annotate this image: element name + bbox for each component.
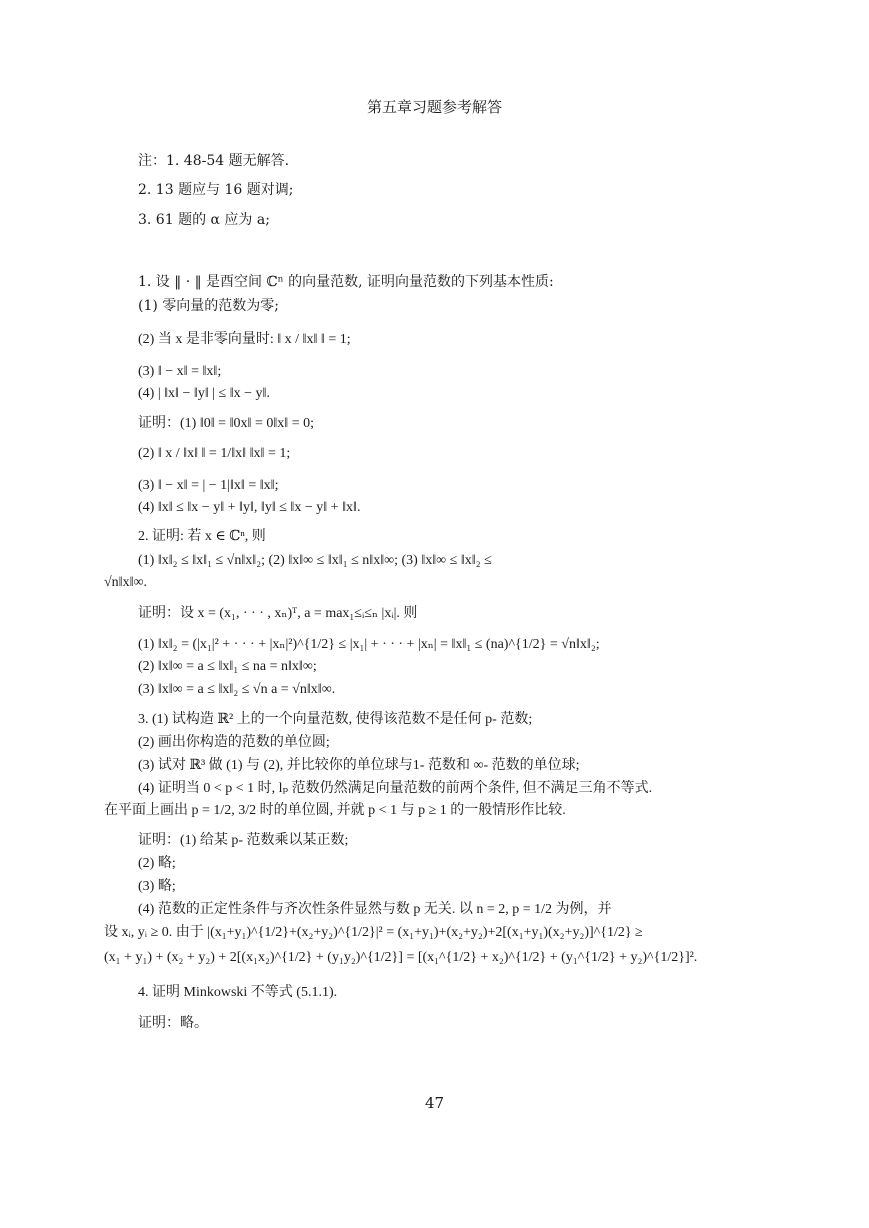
problem-1-proof-1: 证明：(1) ‖0‖ = ‖0x‖ = 0‖x‖ = 0; <box>138 416 314 431</box>
page-number: 47 <box>424 1094 445 1112</box>
problem-3-proof-1: 证明：(1) 给某 p- 范数乘以某正数; <box>138 833 349 848</box>
note-2: 2. 13 题应与 16 题对调; <box>138 182 294 198</box>
problem-3-statement: 3. (1) 试构造 ℝ² 上的一个向量范数, 使得该范数不是任何 p- 范数; <box>138 712 533 727</box>
problem-1-item-2: (2) 当 x 是非零向量时: ‖ x / ‖x‖ ‖ = 1; <box>138 332 351 347</box>
problem-3-item-4-cont: 在平面上画出 p = 1/2, 3/2 时的单位圆, 并就 p < 1 与 p ≥ 1 的一般情形作比较. <box>104 803 566 818</box>
problem-1-item-3: (3) ‖ − x‖ = ‖x‖; <box>138 364 222 379</box>
problem-3-proof-3: (3) 略; <box>138 879 176 894</box>
problem-2-statement: 2. 证明: 若 x ∈ ℂⁿ, 则 <box>138 529 266 544</box>
problem-1-item-4: (4) | ‖x‖ − ‖y‖ | ≤ ‖x − y‖. <box>138 386 270 401</box>
problem-3-item-4: (4) 证明当 0 < p < 1 时, lₚ 范数仍然满足向量范数的前两个条件, 但不满足三角不等式. <box>138 781 653 796</box>
problem-1-proof-2: (2) ‖ x / ‖x‖ ‖ = 1/‖x‖ ‖x‖ = 1; <box>138 446 291 461</box>
problem-3-proof-5: 设 xᵢ, yᵢ ≥ 0. 由于 |(x₁+y₁)^{1/2}+(x₂+y₂)^{1/2}|² = (x₁+y₁)+(x₂+y₂)+2[(x₁+y₁)(x₂+y₂)]^{1/2} ≥ <box>104 925 643 940</box>
problem-1-proof-3: (3) ‖ − x‖ = | − 1|‖x‖ = ‖x‖; <box>138 478 279 493</box>
problem-1-item-1: (1) 零向量的范数为零; <box>138 298 279 314</box>
problem-2-proof-3: (2) ‖x‖∞ = a ≤ ‖x‖₁ ≤ na = n‖x‖∞; <box>138 659 317 674</box>
page-title: 第五章习题参考解答 <box>366 98 502 116</box>
problem-2-items: (1) ‖x‖₂ ≤ ‖x‖₁ ≤ √n‖x‖₂; (2) ‖x‖∞ ≤ ‖x‖₁ ≤ n‖x‖∞; (3) ‖x‖∞ ≤ ‖x‖₂ ≤ <box>138 553 492 568</box>
problem-2-proof-4: (3) ‖x‖∞ = a ≤ ‖x‖₂ ≤ √n a = √n‖x‖∞. <box>138 682 336 697</box>
problem-2-items-cont: √n‖x‖∞. <box>104 575 148 590</box>
problem-2-proof-2: (1) ‖x‖₂ = (|x₁|² + · · · + |xₙ|²)^{1/2} ≤ |x₁| + · · · + |xₙ| = ‖x‖₁ ≤ (na)^{1/2} = √n‖x‖₂; <box>138 637 600 652</box>
problem-2-proof-1: 证明：设 x = (x₁, · · · , xₙ)ᵀ, a = max₁≤ᵢ≤ₙ |xᵢ|. 则 <box>138 606 418 621</box>
problem-3-proof-2: (2) 略; <box>138 856 176 871</box>
note-1: 注：1. 48-54 题无解答. <box>138 153 290 169</box>
problem-1-statement: 1. 设 ‖ · ‖ 是酉空间 ℂⁿ 的向量范数, 证明向量范数的下列基本性质: <box>138 274 554 290</box>
problem-4-statement: 4. 证明 Minkowski 不等式 (5.1.1). <box>138 985 338 1000</box>
problem-3-proof-4: (4) 范数的正定性条件与齐次性条件显然与数 p 无关. 以 n = 2, p = 1/2 为例，并 <box>138 902 612 917</box>
problem-4-proof: 证明：略。 <box>138 1015 208 1031</box>
note-3: 3. 61 题的 α 应为 a; <box>138 212 270 228</box>
problem-3-item-3: (3) 试对 ℝ³ 做 (1) 与 (2), 并比较你的单位球与1- 范数和 ∞- 范数的单位球; <box>138 758 580 773</box>
problem-1-proof-4: (4) ‖x‖ ≤ ‖x − y‖ + ‖y‖, ‖y‖ ≤ ‖x − y‖ + ‖x‖. <box>138 500 361 515</box>
problem-3-proof-6: (x₁ + y₁) + (x₂ + y₂) + 2[(x₁x₂)^{1/2} + (y₁y₂)^{1/2}] = [(x₁^{1/2} + x₂)^{1/2} + (y₁^{1/2} + y₂)^{1/2}]². <box>104 950 698 965</box>
problem-3-item-2: (2) 画出你构造的范数的单位圆; <box>138 735 330 750</box>
